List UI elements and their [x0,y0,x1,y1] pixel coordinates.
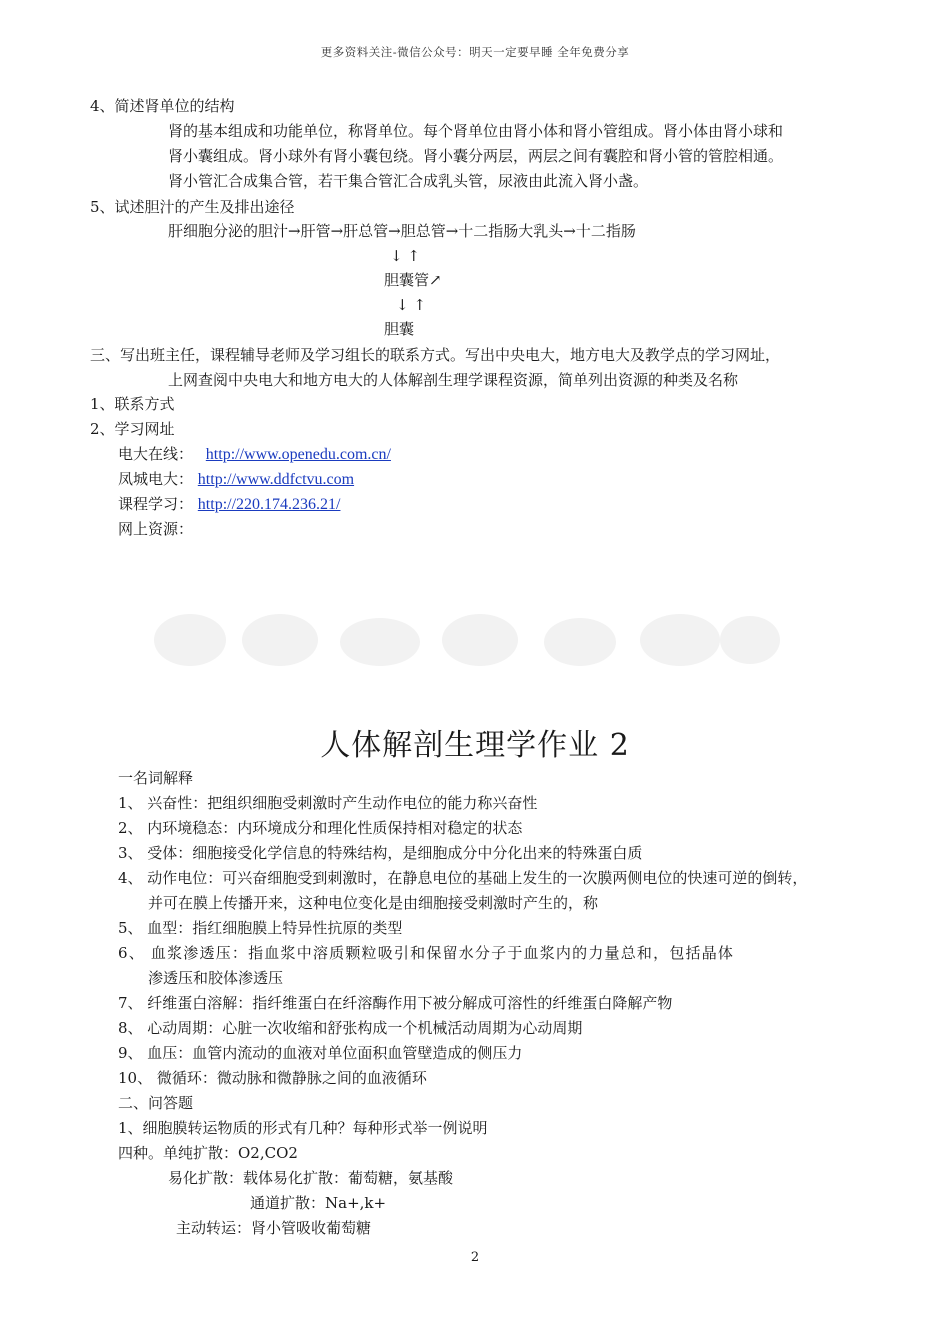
bile-path: 肝细胞分泌的胆汁→肝管→肝总管→胆总管→十二指肠大乳头→十二指肠 [168,222,636,240]
answer-line: 易化扩散：载体易化扩散：葡萄糖，氨基酸 [168,1169,454,1187]
cystic-duct-label: 胆囊管↗ [384,271,442,289]
q5-heading: 5、试述胆汁的产生及排出途径 [90,198,295,216]
online-resources-label: 网上资源： [118,520,194,538]
site-row [118,469,354,490]
watermark [150,600,790,680]
answer-line: 通道扩散：Na+,k+ [250,1194,387,1212]
list-item: 6、 血浆渗透压：指血浆中溶质颗粒吸引和保留水分子于血浆内的力量总和，包括晶体 [118,944,735,962]
q4-line-1: 肾的基本组成和功能单位，称肾单位。每个肾单位由肾小体和肾小管组成。肾小体由肾小球和 [168,122,784,140]
site-link[interactable]: http://220.174.236.21/ [197,496,341,513]
contact-heading: 1、联系方式 [90,395,175,413]
list-item: 5、 血型：指红细胞膜上特异性抗原的类型 [118,919,403,937]
list-item: 2、 内环境稳态：内环境成分和理化性质保持相对稳定的状态 [118,819,523,837]
gallbladder-label: 胆囊 [384,320,415,338]
answer-line: 四种。单纯扩散：O2,CO2 [118,1144,298,1162]
list-item: 9、 血压：血管内流动的血液对单位面积血管壁造成的侧压力 [118,1044,523,1062]
part1-heading: 一名词解释 [118,769,194,787]
list-item-continued: 渗透压和胶体渗透压 [148,969,284,987]
list-item: 8、 心动周期：心脏一次收缩和舒张构成一个机械活动周期为心动周期 [118,1019,583,1037]
sites-heading: 2、学习网址 [90,420,175,438]
list-item: 7、 纤维蛋白溶解：指纤维蛋白在纤溶酶作用下被分解成可溶性的纤维蛋白降解产物 [118,994,673,1012]
list-item-continued: 并可在膜上传播开来，这种电位变化是由细胞接受刺激时产生的，称 [148,894,599,912]
page-title: 人体解剖生理学作业 2 [320,728,630,763]
site-link[interactable]: http://www.openedu.com.cn/ [205,446,391,463]
question-1: 1、细胞膜转运物质的形式有几种？每种形式举一例说明 [118,1119,488,1137]
q4-heading: 4、简述肾单位的结构 [90,97,235,115]
flow-arrows: ↓ ↑ [390,247,420,265]
list-item: 10、 微循环：微动脉和微静脉之间的血液循环 [118,1069,427,1087]
site-link[interactable]: http://www.ddfctvu.com [197,471,355,488]
page-number: 2 [470,1250,480,1265]
list-item: 1、 兴奋性：把组织细胞受刺激时产生动作电位的能力称兴奋性 [118,794,538,812]
header-note: 更多资料关注-微信公众号：明天一定要早睡 全年免费分享 [320,45,630,59]
list-item: 3、 受体：细胞接受化学信息的特殊结构，是细胞成分中分化出来的特殊蛋白质 [118,844,643,862]
list-item: 4、 动作电位：可兴奋细胞受到刺激时，在静息电位的基础上发生的一次膜两侧电位的快速可逆的倒转， [118,869,808,887]
site-label: 电大在线： [118,445,194,463]
q4-line-2: 肾小囊组成。肾小球外有肾小囊包绕。肾小囊分两层，两层之间有囊腔和肾小管的管腔相通。 [168,147,784,165]
site-row [118,494,340,515]
sec3-line-1: 三、写出班主任，课程辅导老师及学习组长的联系方式。写出中央电大，地方电大及教学点的学习网址， [90,346,781,364]
flow-arrows: ↓ ↑ [396,296,426,314]
site-label: 凤城电大： [118,470,194,488]
site-label: 课程学习： [118,495,194,513]
site-row [118,444,391,465]
part2-heading: 二、问答题 [118,1094,194,1112]
q4-line-3: 肾小管汇合成集合管，若干集合管汇合成乳头管，尿液由此流入肾小盏。 [168,172,649,190]
answer-line: 主动转运：肾小管吸收葡萄糖 [176,1219,372,1237]
sec3-line-2: 上网查阅中央电大和地方电大的人体解剖生理学课程资源，简单列出资源的种类及名称 [168,371,739,389]
